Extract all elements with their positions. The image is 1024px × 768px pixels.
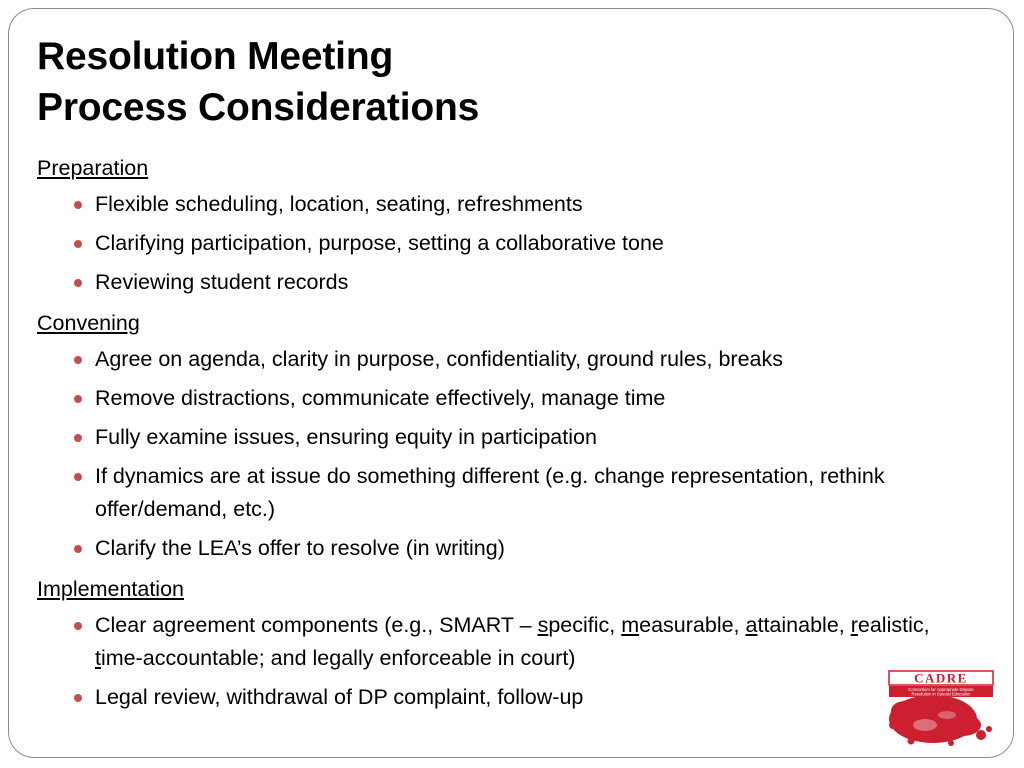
- section-heading-implementation: Implementation: [37, 577, 184, 601]
- slide: [8, 8, 1014, 758]
- list-item-text: Clarifying participation, purpose, setting a collaborative tone: [95, 231, 664, 255]
- slide-content: [37, 153, 997, 723]
- preparation-list: [37, 188, 997, 299]
- list-item: [37, 382, 997, 415]
- smart-word-specific: pecific,: [548, 613, 622, 637]
- smart-letter-m: m: [621, 613, 640, 637]
- list-item: [37, 188, 997, 221]
- logo-subtext-line-2: Resolution in Special Education: [911, 691, 971, 697]
- list-item: [37, 681, 997, 714]
- section-heading-preparation: Preparation: [37, 156, 149, 180]
- list-item-text: Reviewing student records: [95, 270, 349, 294]
- smart-prefix: Clear agreement components (e.g., SMART –: [95, 613, 538, 637]
- logo-splash-icon: [889, 695, 992, 746]
- bullet-icon: [74, 279, 82, 287]
- title-line-1: Resolution Meeting: [37, 35, 394, 78]
- list-item-text: Fully examine issues, ensuring equity in participation: [95, 425, 597, 449]
- smart-letter-s: s: [537, 613, 549, 637]
- convening-list: [37, 343, 997, 565]
- list-item-text: Agree on agenda, clarity in purpose, confidentiality, ground rules, breaks: [95, 347, 784, 371]
- smart-letter-r: r: [850, 613, 858, 637]
- slide-title: [37, 31, 479, 133]
- list-item: [37, 343, 997, 376]
- title-line-2: Process Considerations: [37, 86, 480, 129]
- logo-text: CADRE: [914, 670, 968, 686]
- smart-word-time-accountable: ime-accountable; and legally enforceable in court): [100, 646, 576, 670]
- smart-word-attainable: ttainable,: [757, 613, 851, 637]
- list-item-text: Remove distractions, communicate effectively, manage time: [95, 386, 666, 410]
- list-item: [37, 460, 997, 526]
- list-item-smart: [37, 609, 997, 675]
- list-item: [37, 532, 997, 565]
- list-item-text: Clarify the LEA’s offer to resolve (in writing): [95, 536, 505, 560]
- bullet-icon: [74, 201, 82, 209]
- list-item: [37, 421, 997, 454]
- bullet-icon: [74, 694, 82, 702]
- implementation-list: [37, 609, 997, 714]
- bullet-icon: [74, 473, 82, 481]
- smart-letter-a: a: [745, 613, 758, 637]
- logo-subtext-line-1: Consortium for Appropriate Dispute: [908, 686, 974, 692]
- bullet-icon: [74, 356, 82, 364]
- bullet-icon: [74, 434, 82, 442]
- bullet-icon: [74, 240, 82, 248]
- cadre-logo: [881, 665, 999, 747]
- list-item: [37, 227, 997, 260]
- bullet-icon: [74, 622, 82, 630]
- bullet-icon: [74, 395, 82, 403]
- smart-word-realistic: ealistic,: [857, 613, 930, 637]
- list-item: [37, 266, 997, 299]
- bullet-icon: [74, 545, 82, 553]
- smart-word-measurable: easurable,: [639, 613, 746, 637]
- list-item-text: If dynamics are at issue do something different (e.g. change representation, rethink offer/demand, etc.): [95, 464, 885, 521]
- list-item-text: Legal review, withdrawal of DP complaint, follow-up: [95, 685, 584, 709]
- section-heading-convening: Convening: [37, 311, 140, 335]
- smart-letter-t: t: [95, 646, 101, 670]
- list-item-text: Flexible scheduling, location, seating, refreshments: [95, 192, 583, 216]
